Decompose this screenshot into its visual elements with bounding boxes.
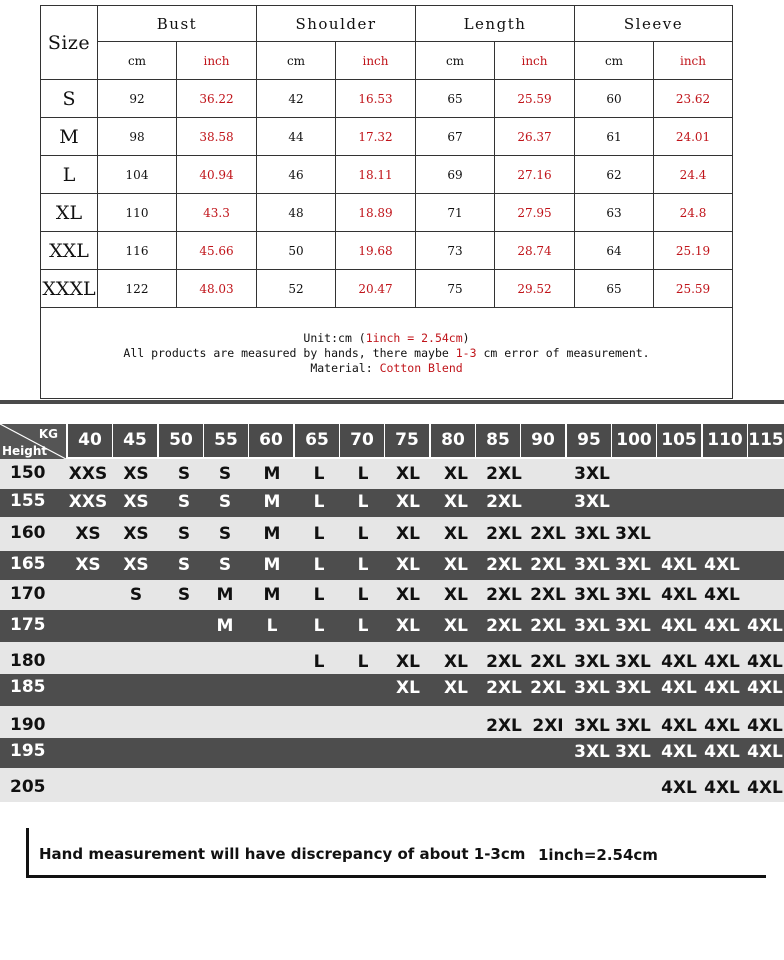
inch-value: 18.11 — [336, 156, 416, 194]
size-cell: 4XL — [704, 778, 740, 798]
footer-left-border — [26, 828, 29, 878]
weight-header-cell: 65 — [295, 424, 339, 457]
size-cell: 2XL — [486, 585, 522, 605]
size-cell: M — [263, 464, 281, 484]
size-cell: L — [357, 492, 369, 512]
size-cell: M — [216, 585, 234, 605]
size-cell: 4XL — [661, 742, 697, 762]
size-cell: 3XL — [574, 585, 610, 605]
size-cell: M — [263, 524, 281, 544]
inch-value: 19.68 — [336, 232, 416, 270]
cm-value: 65 — [575, 270, 654, 308]
size-cell: 4XL — [661, 778, 697, 798]
cm-value: 116 — [98, 232, 177, 270]
size-cell: 3XL — [615, 678, 651, 698]
weight-header-cell: 45 — [113, 424, 157, 457]
size-cell: XS — [75, 555, 101, 575]
size-cell: 4XL — [704, 585, 740, 605]
size-row — [41, 194, 733, 232]
size-cell: 2XI — [532, 716, 564, 736]
size-cell: XL — [396, 492, 420, 512]
size-cell: 4XL — [704, 555, 740, 575]
inch-value: 48.03 — [177, 270, 257, 308]
size-cell: M — [263, 492, 281, 512]
size-cell: S — [218, 464, 232, 484]
size-cell: 4XL — [661, 616, 697, 636]
cm-value: 73 — [416, 232, 495, 270]
weight-header-cell: 105 — [657, 424, 701, 457]
size-label: S — [41, 80, 98, 118]
size-cell: XL — [444, 652, 468, 672]
bust-cm-header: cm — [98, 42, 177, 80]
weight-header-cell: 55 — [204, 424, 248, 457]
size-cell: 3XL — [615, 524, 651, 544]
section-gap — [0, 404, 784, 424]
weight-header-cell: 75 — [385, 424, 429, 457]
size-label: M — [41, 118, 98, 156]
material-note: Material: Cotton Blend — [310, 360, 463, 375]
size-cell: 4XL — [661, 716, 697, 736]
size-cell: 2XL — [486, 492, 522, 512]
size-cell: 3XL — [574, 555, 610, 575]
cm-value: 65 — [416, 80, 495, 118]
size-cell: L — [313, 524, 325, 544]
size-cell: L — [357, 616, 369, 636]
size-row — [41, 232, 733, 270]
inch-value: 16.53 — [336, 80, 416, 118]
size-cell: L — [357, 524, 369, 544]
size-cell: S — [218, 492, 232, 512]
size-cell: XS — [75, 524, 101, 544]
size-cell: S — [177, 492, 191, 512]
size-cell: M — [263, 585, 281, 605]
size-cell: 2XL — [530, 524, 566, 544]
height-value: 175 — [10, 615, 46, 635]
cm-value: 63 — [575, 194, 654, 232]
weight-header-cell: 40 — [68, 424, 112, 457]
bust-header: Bust — [98, 6, 257, 42]
cm-value: 52 — [257, 270, 336, 308]
size-cell: 2XL — [486, 678, 522, 698]
size-cell: L — [357, 585, 369, 605]
size-cell: 3XL — [615, 616, 651, 636]
inch-value: 26.37 — [495, 118, 575, 156]
size-cell: M — [263, 555, 281, 575]
size-row — [41, 270, 733, 308]
size-cell: XL — [444, 492, 468, 512]
size-cell: XS — [123, 492, 149, 512]
cm-value: 122 — [98, 270, 177, 308]
size-cell: 4XL — [704, 742, 740, 762]
size-cell: XL — [396, 652, 420, 672]
size-cell: 4XL — [747, 616, 783, 636]
size-cell: 4XL — [747, 742, 783, 762]
size-cell: 4XL — [704, 652, 740, 672]
length-cm-header: cm — [416, 42, 495, 80]
weight-header-cell: 115 — [748, 424, 784, 457]
size-cell: 3XL — [615, 652, 651, 672]
height-value: 205 — [10, 777, 46, 797]
height-row — [0, 459, 784, 489]
sleeve-cm-header: cm — [575, 42, 654, 80]
height-row — [0, 551, 784, 580]
size-cell: 3XL — [574, 742, 610, 762]
weight-header-row — [0, 424, 784, 459]
size-cell: XL — [396, 616, 420, 636]
height-value: 160 — [10, 523, 46, 543]
cm-value: 50 — [257, 232, 336, 270]
size-cell: 3XL — [615, 555, 651, 575]
height-row — [0, 738, 784, 768]
inch-value: 45.66 — [177, 232, 257, 270]
size-cell: L — [313, 492, 325, 512]
inch-value: 25.59 — [654, 270, 733, 308]
cm-value: 62 — [575, 156, 654, 194]
size-cell: S — [177, 555, 191, 575]
size-cell: S — [177, 464, 191, 484]
cm-value: 42 — [257, 80, 336, 118]
size-cell: L — [357, 652, 369, 672]
size-cell: XL — [444, 464, 468, 484]
size-cell: 2XL — [530, 555, 566, 575]
size-cell: 3XL — [574, 652, 610, 672]
size-cell: XL — [444, 585, 468, 605]
size-cell: M — [216, 616, 234, 636]
height-value: 165 — [10, 554, 46, 574]
inch-value: 25.19 — [654, 232, 733, 270]
cm-value: 46 — [257, 156, 336, 194]
size-cell: 3XL — [574, 492, 610, 512]
size-row — [41, 118, 733, 156]
cm-value: 110 — [98, 194, 177, 232]
inch-value: 38.58 — [177, 118, 257, 156]
height-row — [0, 642, 784, 674]
inch-value: 24.8 — [654, 194, 733, 232]
inch-value: 25.59 — [495, 80, 575, 118]
size-cell: L — [313, 464, 325, 484]
size-label: XXXL — [41, 270, 98, 308]
size-cell: XL — [444, 616, 468, 636]
sleeve-header: Sleeve — [575, 6, 733, 42]
inch-value: 20.47 — [336, 270, 416, 308]
cm-value: 67 — [416, 118, 495, 156]
measure-note: All products are measured by hands, there maybe 1-3 cm error of measurement. — [123, 345, 650, 360]
cm-value: 44 — [257, 118, 336, 156]
height-value: 180 — [10, 651, 46, 671]
size-label: XL — [41, 194, 98, 232]
size-cell: XL — [444, 524, 468, 544]
size-cell: 3XL — [574, 678, 610, 698]
height-value: 155 — [10, 491, 46, 511]
inch-value: 24.4 — [654, 156, 733, 194]
cm-value: 98 — [98, 118, 177, 156]
cm-value: 64 — [575, 232, 654, 270]
size-cell: 4XL — [704, 678, 740, 698]
inch-value: 36.22 — [177, 80, 257, 118]
size-cell: 4XL — [747, 678, 783, 698]
cm-value: 75 — [416, 270, 495, 308]
weight-header-cell: 85 — [476, 424, 520, 457]
size-cell: 3XL — [574, 616, 610, 636]
size-cell: 3XL — [615, 742, 651, 762]
size-label: L — [41, 156, 98, 194]
height-row — [0, 768, 784, 802]
size-measurement-table — [40, 5, 733, 399]
cm-value: 71 — [416, 194, 495, 232]
inch-value: 43.3 — [177, 194, 257, 232]
kg-label: KG — [38, 427, 58, 441]
size-cell: 4XL — [661, 652, 697, 672]
size-column-header: Size — [41, 6, 98, 80]
cm-value: 60 — [575, 80, 654, 118]
sleeve-inch-header: inch — [654, 42, 733, 80]
size-cell: S — [177, 585, 191, 605]
size-cell: 4XL — [704, 616, 740, 636]
shoulder-header: Shoulder — [257, 6, 416, 42]
size-cell: XL — [396, 555, 420, 575]
size-cell: 2XL — [486, 555, 522, 575]
size-cell: 2XL — [530, 585, 566, 605]
size-cell: 4XL — [661, 585, 697, 605]
size-cell: 3XL — [615, 716, 651, 736]
size-cell: 2XL — [486, 524, 522, 544]
size-cell: S — [218, 555, 232, 575]
height-value: 185 — [10, 677, 46, 697]
height-row — [0, 489, 784, 517]
size-cell: 4XL — [661, 678, 697, 698]
size-cell: S — [218, 524, 232, 544]
size-cell: 4XL — [747, 716, 783, 736]
height-row — [0, 580, 784, 610]
inch-value: 18.89 — [336, 194, 416, 232]
weight-header-cell: 80 — [431, 424, 475, 457]
size-cell: S — [177, 524, 191, 544]
discrepancy-note: Hand measurement will have discrepancy of about 1-3cm — [39, 845, 526, 863]
size-cell: 4XL — [747, 652, 783, 672]
weight-header-cell: 70 — [340, 424, 384, 457]
height-value: 195 — [10, 741, 46, 761]
size-cell: L — [313, 652, 325, 672]
size-cell: 2XL — [486, 652, 522, 672]
weight-header-cell: 90 — [521, 424, 565, 457]
size-cell: XS — [123, 555, 149, 575]
shoulder-cm-header: cm — [257, 42, 336, 80]
inch-value: 24.01 — [654, 118, 733, 156]
inch-value: 27.95 — [495, 194, 575, 232]
cm-value: 69 — [416, 156, 495, 194]
cm-value: 104 — [98, 156, 177, 194]
size-cell: 4XL — [661, 555, 697, 575]
size-row — [41, 156, 733, 194]
height-value: 170 — [10, 584, 46, 604]
inch-value: 40.94 — [177, 156, 257, 194]
cm-value: 61 — [575, 118, 654, 156]
size-cell: 2XL — [486, 716, 522, 736]
unit-note: Unit:cm (1inch = 2.54cm) — [303, 330, 470, 345]
size-cell: 3XL — [574, 464, 610, 484]
inch-value: 17.32 — [336, 118, 416, 156]
height-row — [0, 610, 784, 642]
size-cell: 4XL — [747, 778, 783, 798]
height-row — [0, 674, 784, 706]
inch-value: 27.16 — [495, 156, 575, 194]
size-cell: 4XL — [704, 716, 740, 736]
size-cell: XXS — [68, 464, 108, 484]
cm-value: 48 — [257, 194, 336, 232]
size-cell: L — [357, 555, 369, 575]
inch-value: 28.74 — [495, 232, 575, 270]
size-cell: XS — [123, 524, 149, 544]
shoulder-inch-header: inch — [336, 42, 416, 80]
length-header: Length — [416, 6, 575, 42]
size-cell: 2XL — [530, 652, 566, 672]
size-cell: L — [313, 616, 325, 636]
inch-value: 29.52 — [495, 270, 575, 308]
size-cell: 3XL — [574, 524, 610, 544]
size-cell: L — [313, 585, 325, 605]
measurement-note — [41, 308, 733, 399]
height-label: Height — [2, 444, 48, 458]
inch-value: 23.62 — [654, 80, 733, 118]
height-row — [0, 517, 784, 551]
weight-header-cell: 60 — [249, 424, 293, 457]
size-cell: 3XL — [574, 716, 610, 736]
footer-bottom-border — [26, 875, 766, 878]
weight-header-cell: 95 — [567, 424, 611, 457]
size-cell: XL — [396, 585, 420, 605]
size-row — [41, 80, 733, 118]
size-cell: XL — [396, 524, 420, 544]
size-cell: 3XL — [615, 585, 651, 605]
weight-header-cell: 110 — [703, 424, 747, 457]
size-cell: L — [357, 464, 369, 484]
size-cell: S — [129, 585, 143, 605]
height-value: 150 — [10, 463, 46, 483]
size-cell: XL — [396, 464, 420, 484]
size-cell: XXS — [68, 492, 108, 512]
size-cell: 2XL — [486, 616, 522, 636]
height-value: 190 — [10, 715, 46, 735]
size-cell: XL — [396, 678, 420, 698]
weight-header-cell: 100 — [612, 424, 656, 457]
length-inch-header: inch — [495, 42, 575, 80]
size-cell: XL — [444, 678, 468, 698]
size-cell: XL — [444, 555, 468, 575]
bust-inch-header: inch — [177, 42, 257, 80]
size-cell: 2XL — [530, 616, 566, 636]
corner-header — [0, 424, 66, 459]
size-cell: XS — [123, 464, 149, 484]
size-cell: 2XL — [486, 464, 522, 484]
size-cell: L — [266, 616, 278, 636]
size-label: XXL — [41, 232, 98, 270]
inch-conversion-note: 1inch=2.54cm — [538, 846, 658, 864]
height-row — [0, 706, 784, 738]
size-cell: L — [313, 555, 325, 575]
weight-header-cell: 50 — [159, 424, 203, 457]
cm-value: 92 — [98, 80, 177, 118]
size-cell: 2XL — [530, 678, 566, 698]
